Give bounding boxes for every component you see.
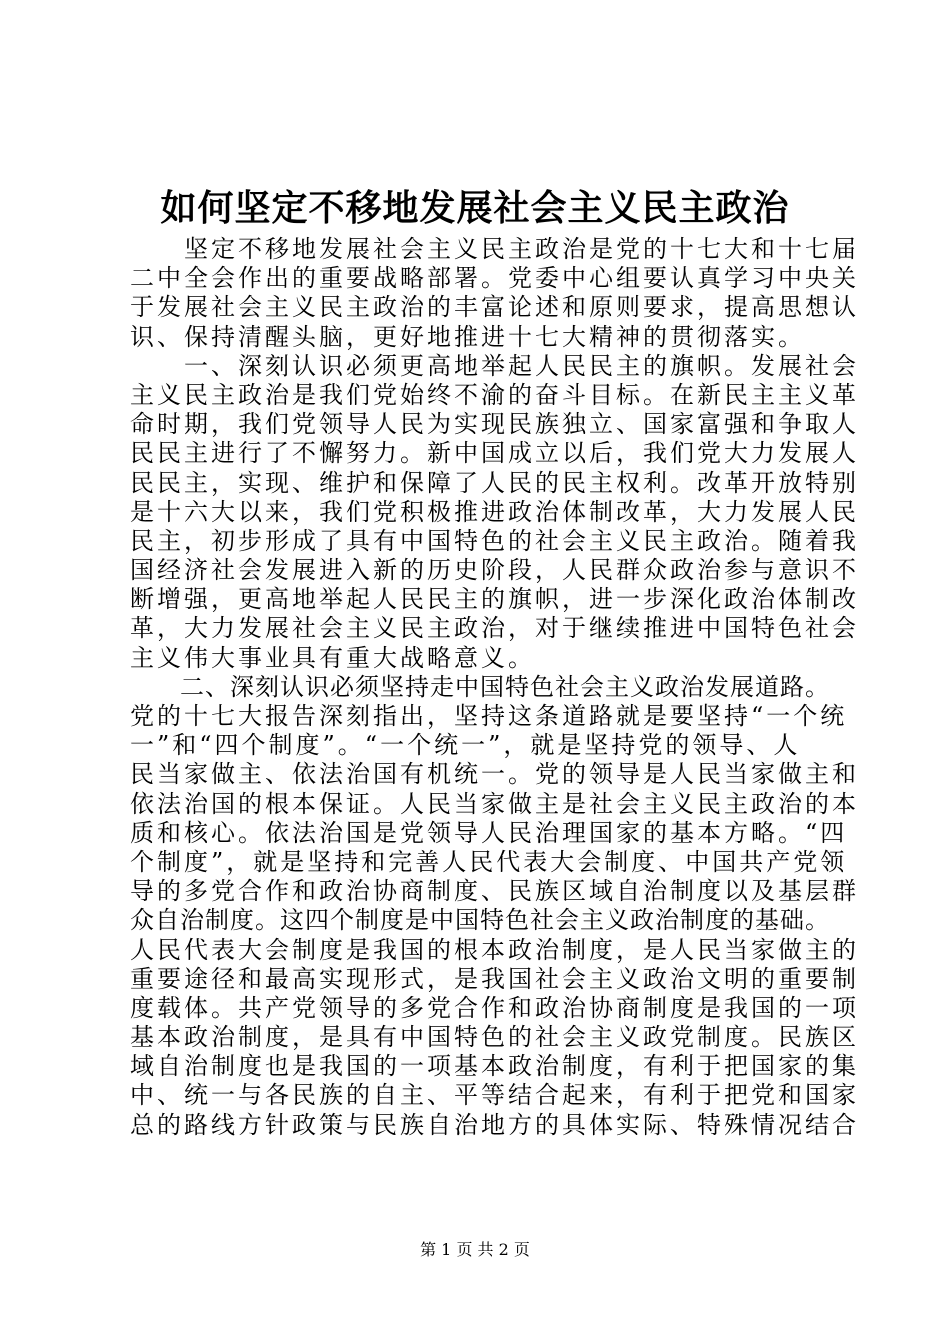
- document-body: [130, 235, 859, 1140]
- text-line: 二、深刻认识必须坚持走中国特色社会主义政治发展道路。: [130, 672, 830, 701]
- text-line: 于发展社会主义民主政治的丰富论述和原则要求，提高思想认: [130, 293, 859, 322]
- text-line: 二中全会作出的重要战略部署。党委中心组要认真学习中央关: [130, 264, 859, 293]
- text-line: 断增强，更高地举起人民民主的旗帜，进一步深化政治体制改: [130, 585, 859, 614]
- text-line: 重要途径和最高实现形式，是我国社会主义政治文明的重要制: [130, 964, 859, 993]
- text-line: 主义民主政治是我们党始终不渝的奋斗目标。在新民主主义革: [130, 380, 859, 409]
- text-line: 中、统一与各民族的自主、平等结合起来，有利于把党和国家: [130, 1081, 859, 1110]
- text-line: 一、深刻认识必须更高地举起人民民主的旗帜。发展社会: [130, 351, 859, 380]
- text-line: 坚定不移地发展社会主义民主政治是党的十七大和十七届: [130, 235, 859, 263]
- text-line: 基本政治制度，是具有中国特色的社会主义政党制度。民族区: [130, 1023, 859, 1052]
- text-line: 革，大力发展社会主义民主政治，对于继续推进中国特色社会: [130, 614, 859, 643]
- text-line: 命时期，我们党领导人民为实现民族独立、国家富强和争取人: [130, 410, 859, 439]
- text-line: 度载体。共产党领导的多党合作和政治协商制度是我国的一项: [130, 993, 859, 1022]
- text-line: 总的路线方针政策与民族自治地方的具体实际、特殊情况结合: [130, 1110, 859, 1139]
- document-title: 如何坚定不移地发展社会主义民主政治: [160, 187, 790, 229]
- text-line: 导的多党合作和政治协商制度、民族区域自治制度以及基层群: [130, 877, 859, 906]
- text-line: 识、保持清醒头脑，更好地推进十七大精神的贯彻落实。: [130, 322, 805, 351]
- text-line: 民当家做主、依法治国有机统一。党的领导是人民当家做主和: [130, 760, 859, 789]
- text-line: 国经济社会发展进入新的历史阶段，人民群众政治参与意识不: [130, 556, 859, 585]
- text-line: 是十六大以来，我们党积极推进政治体制改革，大力发展人民: [130, 497, 859, 526]
- text-line: 人民代表大会制度是我国的根本政治制度，是人民当家做主的: [130, 935, 859, 964]
- text-line: 民主，初步形成了具有中国特色的社会主义民主政治。随着我: [130, 526, 859, 555]
- text-line: 个制度”，就是坚持和完善人民代表大会制度、中国共产党领: [130, 847, 848, 876]
- text-line: 民民主，实现、维护和保障了人民的民主权利。改革开放特别: [130, 468, 859, 497]
- text-line: 一”和“四个制度”。“一个统一”，就是坚持党的领导、人: [130, 731, 801, 760]
- text-line: 众自治制度。这四个制度是中国特色社会主义政治制度的基础。: [130, 906, 830, 935]
- text-line: 域自治制度也是我国的一项基本政治制度，有利于把国家的集: [130, 1052, 859, 1081]
- text-line: 主义伟大事业具有重大战略意义。: [130, 643, 535, 672]
- text-line: 依法治国的根本保证。人民当家做主是社会主义民主政治的本: [130, 789, 859, 818]
- text-line: 质和核心。依法治国是党领导人民治理国家的基本方略。“四: [130, 818, 848, 847]
- text-line: 民民主进行了不懈努力。新中国成立以后，我们党大力发展人: [130, 439, 859, 468]
- text-line: 党的十七大报告深刻指出，坚持这条道路就是要坚持“一个统: [130, 702, 848, 730]
- page-number-footer: 第 1 页 共 2 页: [420, 1240, 530, 1259]
